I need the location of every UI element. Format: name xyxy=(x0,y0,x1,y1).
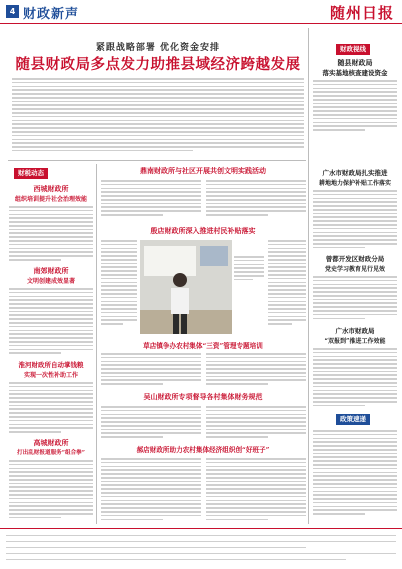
meeting-photo-illustration xyxy=(140,240,232,334)
mid-body-1 xyxy=(101,180,201,218)
left-headline-4-sub: 打出乱财报道服务“组合拳” xyxy=(17,450,85,456)
left-body-4 xyxy=(9,460,93,521)
mid-body-1b xyxy=(206,180,306,218)
right-body-3 xyxy=(313,276,397,321)
mid-body-2 xyxy=(101,240,137,327)
right-headline-3: 曾都开发区财政分局 xyxy=(325,255,385,263)
section-name: 财政新声 xyxy=(23,7,80,22)
column-divider xyxy=(308,28,309,524)
left-headline-1: 西城财政所 xyxy=(33,184,69,193)
left-body-2 xyxy=(9,288,93,356)
right-headline-4-sub: “双报到”推进工作效能 xyxy=(324,338,386,345)
left-headline-2: 南郊财政所 xyxy=(33,266,69,275)
photo-caption xyxy=(234,256,264,282)
right-headline-1: 随县财政局 xyxy=(337,58,373,67)
lead-kicker: 紧跟战略部署 优化资金安排 xyxy=(95,43,221,53)
left-body-1 xyxy=(9,206,93,263)
left-headline-2-sub: 文明创建成效显著 xyxy=(26,278,75,285)
mid-body-5b xyxy=(206,458,306,522)
column-label-left: 财税动态 xyxy=(14,168,48,179)
column-label-right-bottom: 政策速递 xyxy=(336,414,370,425)
mid-headline-4: 吴山财政所专项督导各村集体财务规范 xyxy=(143,392,263,401)
column-divider xyxy=(96,164,97,524)
mid-body-4b xyxy=(206,406,306,440)
right-headline-2-sub: 耕地地力保护补贴工作落实 xyxy=(318,180,391,187)
left-headline-4: 高城财政所 xyxy=(33,438,69,447)
mid-body-2b xyxy=(268,240,306,327)
mid-body-3b xyxy=(206,353,306,387)
mid-headline-1: 鼎南财政所与社区开展共创文明实践活动 xyxy=(140,166,266,175)
left-headline-3-sub: 实现一次性补助工作 xyxy=(23,372,78,379)
mid-headline-3: 草店镇争办农村集体“三资”管理专题培训 xyxy=(143,342,263,350)
section-divider xyxy=(8,160,306,161)
right-headline-2: 广水市财政局扎实推进 xyxy=(322,169,388,177)
right-body-5 xyxy=(313,430,397,517)
lead-body xyxy=(12,78,304,154)
left-headline-1-sub: 组织培训提升社会治理效能 xyxy=(14,196,87,203)
right-headline-3-sub: 党史学习教育见行见效 xyxy=(324,266,385,273)
page-footer xyxy=(0,528,402,569)
right-headline-4: 广水市财政局 xyxy=(335,327,375,335)
article-photo xyxy=(140,240,232,334)
page-number: 4 xyxy=(6,5,19,18)
mid-body-5 xyxy=(101,458,201,522)
masthead xyxy=(0,0,402,24)
right-body-1 xyxy=(313,80,397,133)
column-label-right-top: 财政视线 xyxy=(336,44,370,55)
mid-headline-5: 郝店财政所助力农村集体经济组织创“好班子” xyxy=(136,446,270,454)
mid-body-4 xyxy=(101,406,201,440)
mid-headline-2: 殷店财政所深入推进村民补贴落实 xyxy=(150,226,256,235)
lead-headline: 随县财政局多点发力助推县域经济跨越发展 xyxy=(15,56,301,73)
right-body-2 xyxy=(313,190,397,251)
mid-body-3 xyxy=(101,353,201,387)
right-body-4 xyxy=(313,348,397,409)
left-body-3 xyxy=(9,382,93,435)
newspaper-logo: 随州日报 xyxy=(329,4,394,22)
right-headline-1-sub: 落实基地核查建设资金 xyxy=(322,69,388,77)
left-headline-3: 淮河财政所自动掌钱粮 xyxy=(18,361,84,369)
